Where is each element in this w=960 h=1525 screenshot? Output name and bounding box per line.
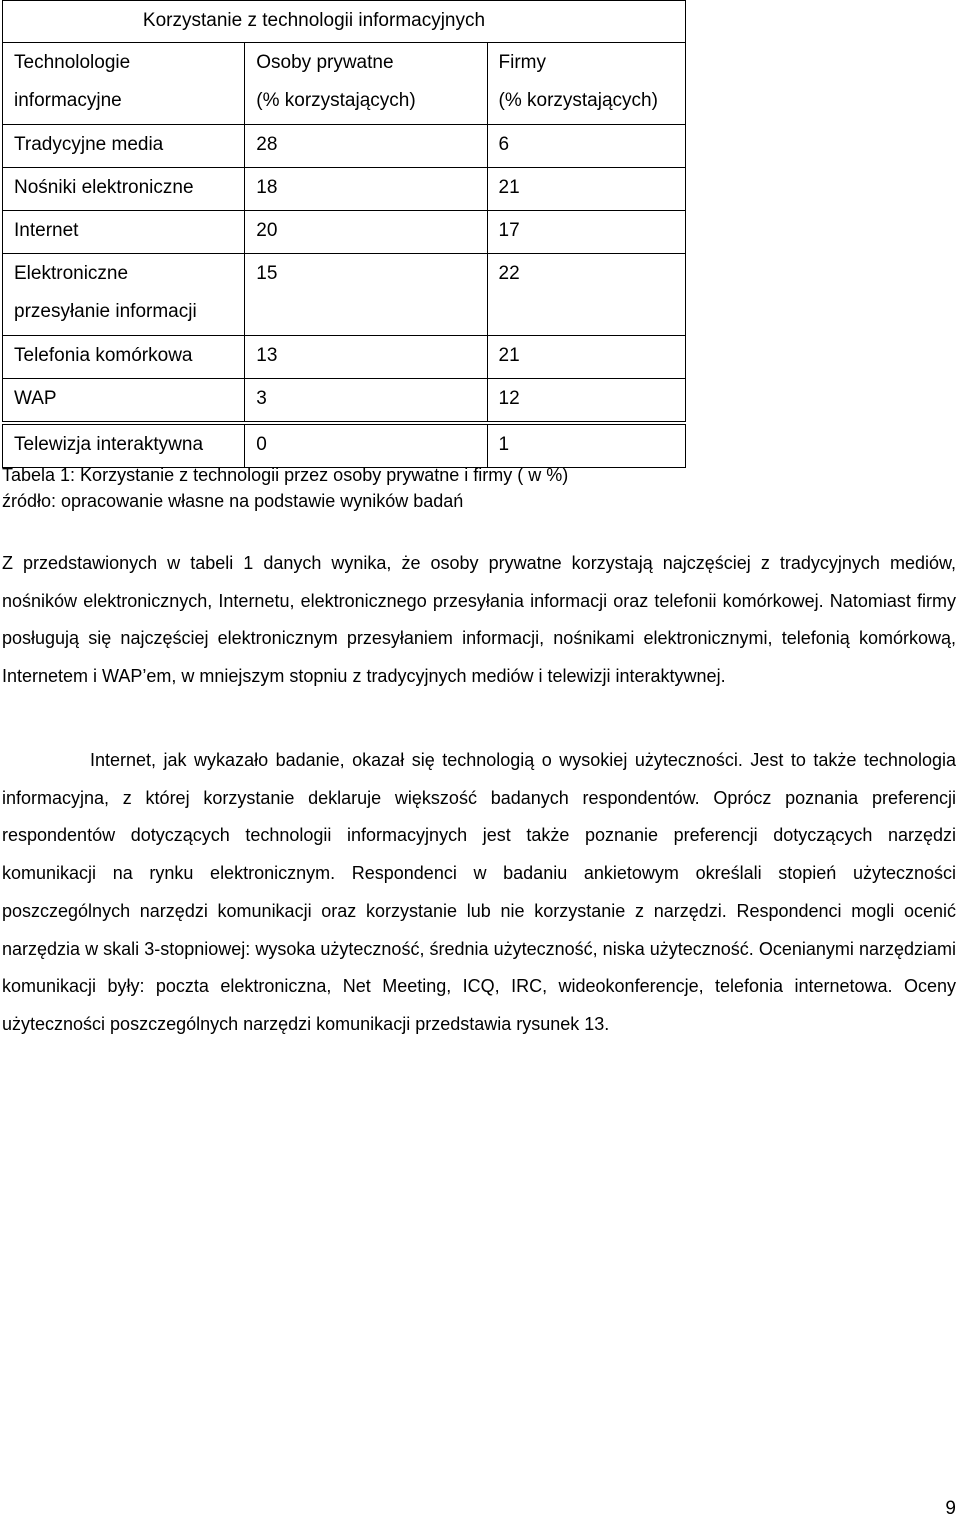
row-label: Nośniki elektroniczne [3, 168, 245, 211]
row-private-value: 15 [245, 254, 487, 336]
row-firms-value: 17 [487, 211, 686, 254]
page-number: 9 [945, 1498, 956, 1519]
row-private-value: 13 [245, 336, 487, 379]
row-private-value: 18 [245, 168, 487, 211]
table-title: Korzystanie z technologii informacyjnych [3, 1, 686, 43]
header-technologies-line: informacyjne [14, 90, 122, 111]
header-private-line: (% korzystających) [256, 90, 416, 111]
row-private-value: 3 [245, 379, 487, 424]
table-row [3, 168, 686, 211]
table-header-row [3, 43, 686, 125]
table-caption [2, 462, 568, 514]
header-private [245, 43, 487, 125]
row-firms-value: 22 [487, 254, 686, 336]
row-private-value: 0 [245, 423, 487, 468]
caption-source: źródło: opracowanie własne na podstawie wyników badań [2, 491, 464, 511]
table-row [3, 423, 686, 468]
body-paragraph: Z przedstawionych w tabeli 1 danych wynika, że osoby prywatne korzystają najczęściej z tradycyjnych mediów, nośników elektronicznych, Internetu, elektronicznego przesyłania informacji oraz telefonii komórkowej. Natomiast firmy posługują się najczęściej elektronicznym przesyłaniem informacji, nośnikami elektronicznymi, telefonią komórkową, Internetem i WAP’em, w mniejszym stopniu z tradycyjnych mediów i telewizji interaktywnej. [2, 553, 956, 687]
row-firms-value: 6 [487, 125, 686, 168]
header-technologies [3, 43, 245, 125]
row-label: WAP [3, 379, 245, 424]
row-firms-value: 21 [487, 336, 686, 379]
row-label-line: Elektroniczne [14, 263, 129, 284]
header-firms-line: (% korzystających) [498, 90, 658, 111]
header-technologies-line: Technolologie [14, 52, 131, 73]
table-row [3, 125, 686, 168]
header-private-line: Osoby prywatne [256, 52, 394, 73]
row-label [3, 254, 245, 336]
row-firms-value: 12 [487, 379, 686, 424]
row-label: Telewizja interaktywna [3, 423, 245, 468]
header-firms-line: Firmy [498, 52, 546, 73]
table-row [3, 211, 686, 254]
row-firms-value: 1 [487, 423, 686, 468]
row-private-value: 28 [245, 125, 487, 168]
row-label-line: przesyłanie informacji [14, 301, 197, 322]
table-row [3, 336, 686, 379]
usage-table [2, 0, 686, 468]
table-row [3, 379, 686, 424]
table-row [3, 254, 686, 336]
row-label: Telefonia komórkowa [3, 336, 245, 379]
row-private-value: 20 [245, 211, 487, 254]
header-firms [487, 43, 686, 125]
row-label: Internet [3, 211, 245, 254]
table-title-row [3, 1, 686, 43]
row-label: Tradycyjne media [3, 125, 245, 168]
body-paragraph: Internet, jak wykazało badanie, okazał się technologią o wysokiej użyteczności. Jest to także technologia informacyjna, z której korzystanie deklaruje większość badanych respondentów. Oprócz poznania preferencji respondentów dotyczących technologii informacyjnych jest także poznanie preferencji dotyczących narzędzi komunikacji na rynku elektronicznym. Respondenci w badaniu ankietowym określali stopień użyteczności poszczególnych narzędzi komunikacji oraz korzystanie lub nie korzystanie z narzędzi. Respondenci mogli ocenić narzędzia w skali 3-stopniowej: wysoka użyteczność, średnia użyteczność, niska użyteczność. Ocenianymi narzędziami komunikacji były: poczta elektroniczna, Net Meeting, ICQ, IRC, wideokonferencje, telefonia internetowa. Oceny użyteczności poszczególnych narzędzi komunikacji przedstawia rysunek 13. [2, 750, 956, 1034]
caption-title: Tabela 1: Korzystanie z technologii przez osoby prywatne i firmy ( w %) [2, 465, 569, 485]
row-firms-value: 21 [487, 168, 686, 211]
